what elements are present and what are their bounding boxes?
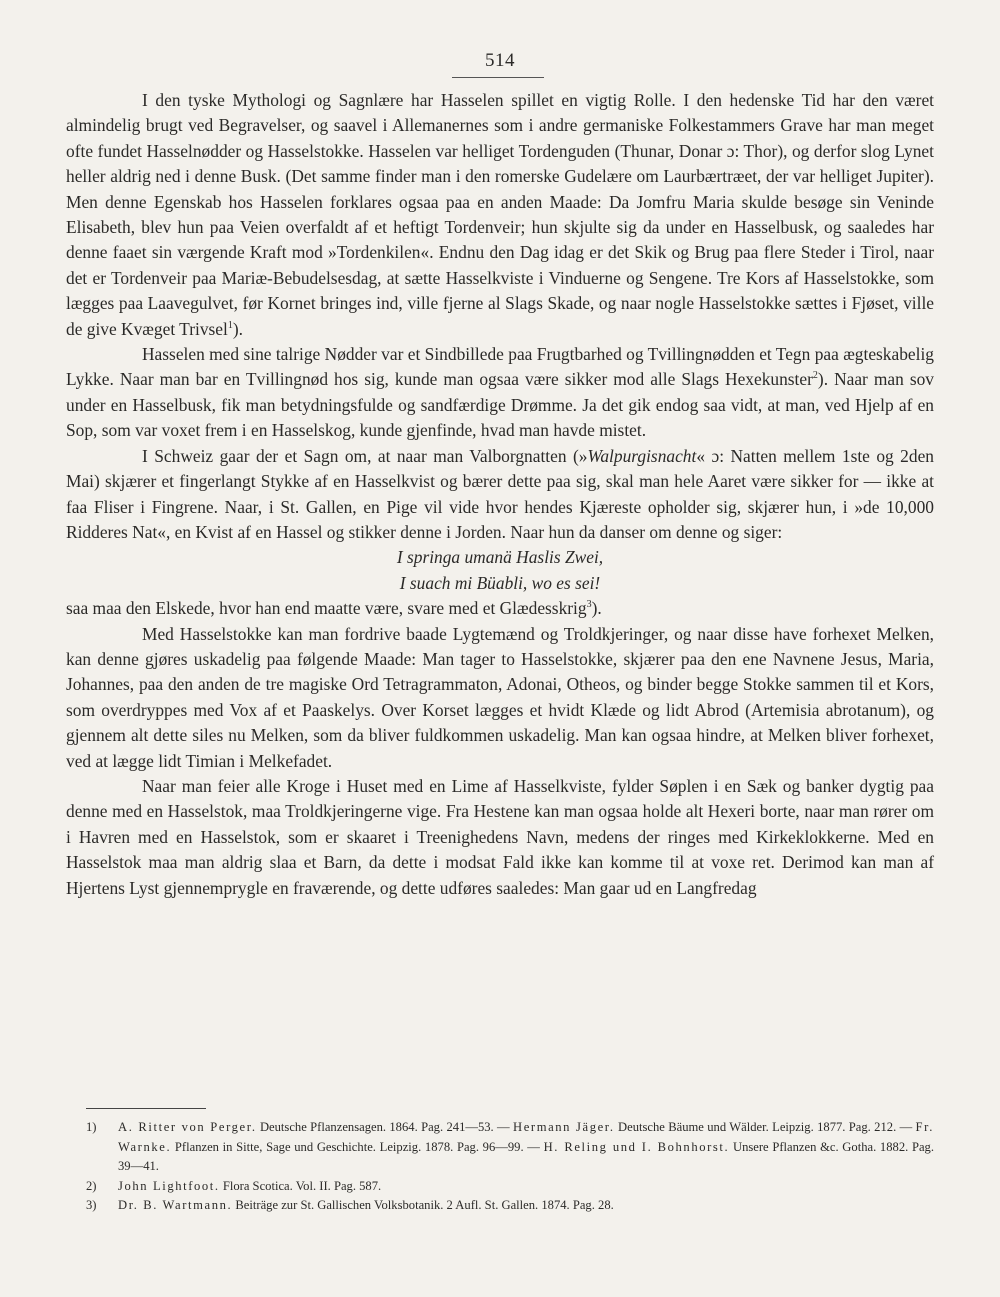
footnote-2 bbox=[86, 1177, 934, 1197]
footnote-1-author-c: Fr. Warnke. bbox=[118, 1120, 934, 1154]
paragraph-3 bbox=[66, 444, 934, 546]
paragraph-4 bbox=[66, 622, 934, 774]
paragraph-1-text: I den tyske Mythologi og Sagnlære har Hasselen spillet en vigtig Rolle. I den hedenske Tid har den været almindelig brugt ved Begravelser, og saavel i Allemanernes som i andre germaniske Folkestammers Grave har man meget ofte fundet Hasselnødder og Hasselstokke. Hasselen var helliget Tordenguden (Thunar, Donar ɔ: Thor), og derfor slog Lynet heller aldrig ned i denne Busk. (Det samme finder man i den romerske Gudelære om Laurbærtræet, der var helliget Jupiter). Men denne Egenskab hos Hasselen forklares ogsaa paa en anden Maade: Da Jomfru Maria skulde besøge sin Veninde Elisabeth, blev hun paa Veien overfaldt af et heftigt Tordenveir; hun skjulte sig da under en Hasselbusk, og saaledes har denne faaet sin værgende Kraft mod »Tordenkilen«. Endnu den Dag idag er det Skik og Brug paa flere Steder i Tirol, naar det er Tordenveir paa Mariæ-Bebudelsesdag, at sætte Hasselkviste i Vinduerne og Sengene. Tre Kors af Hasselstokke, som lægges paa Laavegulvet, før Kornet bringes ind, ville fjerne al Slags Skade, og naar nogle Hasselstokke sættes i Fjøset, ville de give Kvæget Trivsel bbox=[66, 90, 934, 339]
footnote-2-author: John Lightfoot. bbox=[118, 1178, 220, 1193]
footnote-ref-1: 1 bbox=[227, 319, 233, 331]
footnote-2-text: Flora Scotica. Vol. II. Pag. 587. bbox=[222, 1178, 382, 1193]
footnote-1-text-b: Deutsche Bäume und Wälder. Leipzig. 1877. Pag. 212. — bbox=[618, 1120, 913, 1134]
paragraph-3-text-a: I Schweiz gaar der et Sagn om, at naar man Valborgnatten (» bbox=[142, 445, 588, 466]
footnote-1-author-b: Hermann Jäger. bbox=[513, 1120, 615, 1134]
footnote-2-mark: 2) bbox=[86, 1178, 97, 1193]
footnote-1-mark: 1) bbox=[86, 1120, 97, 1134]
footnote-1-author-a: A. Ritter von Perger. bbox=[118, 1120, 257, 1134]
footnote-1-text-c: Pflanzen in Sitte, Sage und Geschichte. Leipzig. 1878. Pag. 96—99. — bbox=[174, 1139, 540, 1154]
footnote-1-author-d: H. Reling und I. Bohnhorst. bbox=[543, 1139, 730, 1154]
footnote-3-author: Dr. B. Wartmann. bbox=[118, 1198, 233, 1213]
paragraph-4-text: Med Hasselstokke kan man fordrive baade Lygtemænd og Troldkjeringer, og naar disse have forhexet Melken, kan denne gjøres uskadelig paa følgende Maade: Man tager to Hasselstokke, skjærer paa den ene Navnene Jesus, Maria, Johannes, paa den anden de tre magiske Ord Tetragrammaton, Adonai, Otheos, og binder begge Stokke sammen til et Kors, som overdryppes med Vox af et Paaskelys. Over Korset lægges et hvidt Klæde og lidt Abrod (Artemisia abrotanum), og gjennem alt dette siles nu Melken, som da bliver fuldkommen uskadelig. Man kan ogsaa hindre, at Melken bliver forhexet, ved at lægge lidt Timian i Melkefadet. bbox=[66, 623, 934, 771]
paragraph-2-text-cont: Naar man sov under en Hasselbusk, fik man betydningsfulde og sandfærdige Drømme. Ja det gik endog saa vidt, at man, ved Hjelp af en Sop, som var voxet frem i en Hasselskog, kunde gjenfinde, hvad man havde mistet. bbox=[66, 369, 934, 441]
footnote-1-text-d: Unsere Pflanzen &c. Gotha. 1882. Pag. 39—41. bbox=[118, 1139, 934, 1174]
verse-line-2: I suach mi Büabli, wo es sei! bbox=[399, 572, 601, 593]
paragraph-5-text: Naar man feier alle Kroge i Huset med en Lime af Hasselkviste, fylder Søplen i en Sæk og banker dygtig paa denne med en Hasselstok, maa Troldkjeringerne vige. Fra Hestene kan man ogsaa holde alt Hexeri borte, naar man rører om i Havren med en Hasselstok, som er skaaret i Treenighedens Navn, medens der ringes med Kirkeklokkerne. Med en Hasselstok maa man aldrig slaa et Barn, da dette i modsat Fald ikke kan komme til at voxe ret. Derimod kan man af Hjertens Lyst gjennemprygle en fraværende, og dette udføres saaledes: Man gaar ud en Langfredag bbox=[66, 775, 934, 898]
paragraph-2-text: Hasselen med sine talrige Nødder var et Sindbillede paa Frugtbarhed og Tvillingnødden et Tegn paa ægteskabelig Lykke. Naar man bar en Tvillingnød hos sig, kunde man ogsaa være sikker mod alle Slags Hexekunster bbox=[66, 344, 934, 390]
footnote-1-text-a: Deutsche Pflanzensagen. 1864. Pag. 241—53. — bbox=[259, 1120, 510, 1134]
footnote-3 bbox=[86, 1196, 934, 1216]
verse-line-1: I springa umanä Haslis Zwei, bbox=[396, 547, 604, 568]
footnote-ref-3: 3 bbox=[586, 599, 592, 611]
paragraph-3-cont-text: saa maa den Elskede, hvor han end maatte være, svare med et Glædesskrig bbox=[66, 598, 587, 619]
body-text bbox=[66, 88, 934, 901]
footnote-ref-2: 2 bbox=[812, 370, 818, 382]
paragraph-5 bbox=[66, 774, 934, 901]
footnote-rule bbox=[86, 1108, 206, 1109]
paragraph-3-continued: saa maa den Elskede, hvor han end maatte være, svare med et Glædesskrig$^3$). bbox=[66, 598, 602, 619]
paragraph-3-text-b: « ɔ: Natten mellem 1ste og 2den Mai) skjærer et fingerlangt Stykke af en Hasselkvist og bærer dette paa sig, skal man hele Aaret være sikker for — ikke at faa Fliser i Fingrene. Naar, i St. Gallen, en Pige vil vide hvor hendes Kjæreste opholder sig, skjærer hun, i »de 10,000 Ridderes Nat«, en Kvist af en Hassel og stikker denne i Jorden. Naar hun da danser om denne og siger: bbox=[66, 445, 934, 542]
walpurgisnacht-term: Walpurgisnacht bbox=[587, 445, 697, 466]
footnote-1 bbox=[86, 1118, 934, 1177]
page-number-rule bbox=[452, 77, 544, 78]
footnote-3-text: Beiträge zur St. Gallischen Volksbotanik. 2 Aufl. St. Gallen. 1874. Pag. 28. bbox=[235, 1198, 614, 1213]
paragraph-1: I den tyske Mythologi og Sagnlære har Hasselen spillet en vigtig Rolle. I den hedenske Tid har den været almindelig brugt ved Begravelser, og saavel i Allemanernes som i andre germaniske Folkestammers Grave har man meget ofte fundet Hasselnødder og Hasselstokke. Hasselen var helliget Tordenguden (Thunar, Donar ɔ: Thor), og derfor slog Lynet heller aldrig ned i denne Busk. (Det samme finder man i den romerske Gudelære om Laurbærtræet, der var helliget Jupiter). Men denne Egenskab hos Hasselen forklares ogsaa paa en anden Maade: Da Jomfru Maria skulde besøge sin Veninde Elisabeth, blev hun paa Veien overfaldt af et heftigt Tordenveir; hun skjulte sig da under en Hasselbusk, og saaledes har denne faaet sin værgende Kraft mod »Tordenkilen«. Endnu den Dag idag er det Skik og Brug paa flere Steder i Tirol, naar det er Tordenveir paa Mariæ-Bebudelsesdag, at sætte Hasselkviste i Vinduerne og Sengene. Tre Kors af Hasselstokke, som lægges paa Laavegulvet, før Kornet bringes ind, ville fjerne al Slags Skade, og naar nogle Hasselstokke sættes i Fjøset, ville de give Kvæget Trivsel$^1$). bbox=[66, 90, 934, 339]
footnotes bbox=[86, 1118, 934, 1216]
paragraph-2: Hasselen med sine talrige Nødder var et Sindbillede paa Frugtbarhed og Tvillingnødden et Tegn paa ægteskabelig Lykke. Naar man bar en Tvillingnød hos sig, kunde man ogsaa være sikker mod alle Slags Hexekunster$^2$). Naar man sov under en Hasselbusk, fik man betydningsfulde og sandfærdige Drømme. Ja det gik endog saa vidt, at man, ved Hjelp af en Sop, som var voxet frem i en Hasselskog, kunde gjenfinde, hvad man havde mistet. bbox=[66, 344, 934, 441]
page-number: 514 bbox=[485, 50, 515, 71]
footnote-3-mark: 3) bbox=[86, 1198, 97, 1213]
